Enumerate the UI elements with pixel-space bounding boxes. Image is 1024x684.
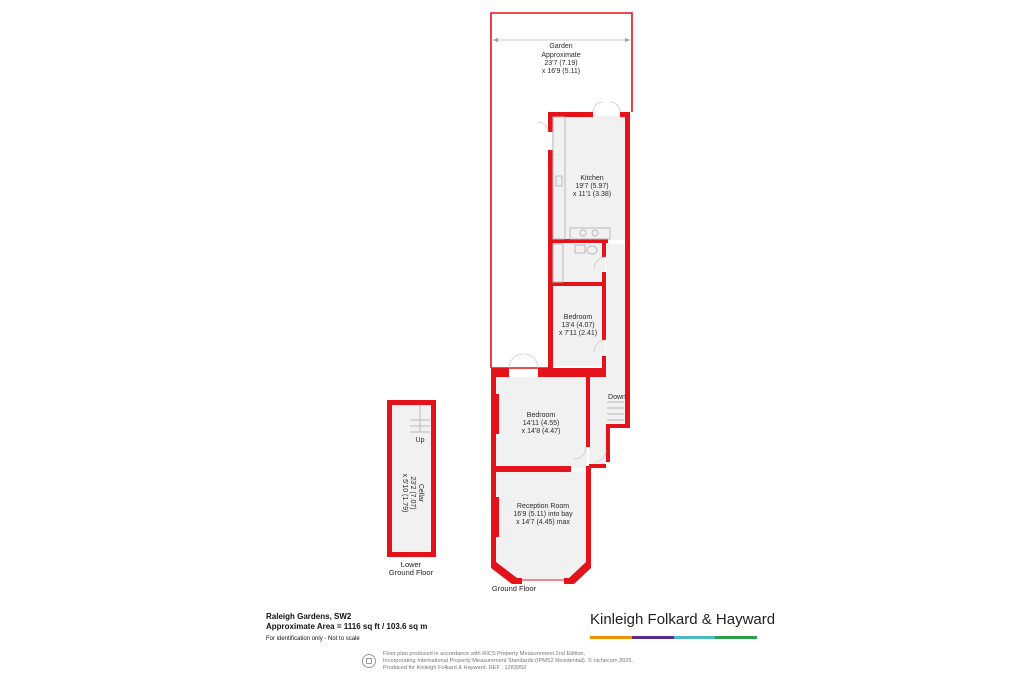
- brand-color-bar: [590, 636, 757, 639]
- svg-text:Cellar: Cellar: [417, 483, 424, 503]
- hall-floor: [589, 370, 606, 466]
- garden-label: [541, 43, 580, 75]
- svg-text:x 7'11 (2.41): x 7'11 (2.41): [558, 330, 598, 337]
- legal-line-2: Incorporating International Property Measurement Standards (IPMS2 Residential). © nichecom 2025.: [383, 658, 634, 665]
- brand-bar-teal: [674, 636, 716, 639]
- lower-ground-floor-label-2: Ground Floor: [388, 568, 434, 577]
- reception-label: [513, 503, 573, 526]
- brand-bar-purple: [632, 636, 674, 639]
- brand-logo-text: Kinleigh Folkard & Hayward: [590, 611, 776, 628]
- brand-bar-green: [715, 636, 757, 639]
- svg-text:x 14'7 (4.45) max: x 14'7 (4.45) max: [516, 519, 570, 526]
- stairs-up-label: Up: [415, 437, 425, 444]
- svg-text:13'4 (4.07): 13'4 (4.07): [561, 322, 595, 329]
- legal-line-1: Floor plan produced in accordance with RICS Property Measurement 2nd Edition,: [383, 651, 586, 657]
- ground-floor-label: Ground Floor: [491, 584, 537, 593]
- svg-text:19'7 (5.97): 19'7 (5.97): [575, 183, 609, 190]
- property-address: Raleigh Gardens, SW2: [266, 612, 352, 621]
- svg-text:x 16'9 (5.11): x 16'9 (5.11): [541, 68, 581, 75]
- rics-badge-icon: [362, 654, 376, 668]
- svg-text:23'7 (7.19): 23'7 (7.19): [544, 60, 578, 67]
- brand-bar-orange: [590, 636, 632, 639]
- svg-text:Kitchen: Kitchen: [580, 175, 604, 182]
- bedroom-rear-label: [559, 314, 597, 337]
- svg-text:Bedroom: Bedroom: [563, 314, 593, 321]
- svg-text:23'2 (7.07): 23'2 (7.07): [409, 476, 416, 510]
- scale-note: For identification only - Not to scale: [266, 636, 360, 642]
- svg-text:Bedroom: Bedroom: [526, 412, 556, 419]
- svg-text:x 5'10 (1.79): x 5'10 (1.79): [401, 473, 408, 513]
- svg-text:x 11'1 (3.38): x 11'1 (3.38): [572, 191, 612, 198]
- bedroom-front-label: [522, 412, 561, 435]
- svg-text:Reception Room: Reception Room: [516, 503, 570, 510]
- svg-text:Garden: Garden: [549, 43, 573, 50]
- svg-text:x 14'8 (4.47): x 14'8 (4.47): [521, 428, 561, 435]
- lower-ground-floor-label-1: Lower: [400, 560, 422, 569]
- svg-text:16'9 (5.11) into bay: 16'9 (5.11) into bay: [513, 511, 573, 518]
- legal-line-3: Produced for Kinleigh Folkard & Hayward. REF : 1283952: [383, 665, 527, 672]
- legal-text: [383, 651, 633, 673]
- svg-text:Approximate: Approximate: [541, 52, 581, 59]
- svg-text:14'11 (4.55): 14'11 (4.55): [522, 420, 560, 427]
- property-area: Approximate Area = 1116 sq ft / 103.6 sq m: [266, 622, 428, 631]
- stairs-down-label: Down: [608, 394, 626, 401]
